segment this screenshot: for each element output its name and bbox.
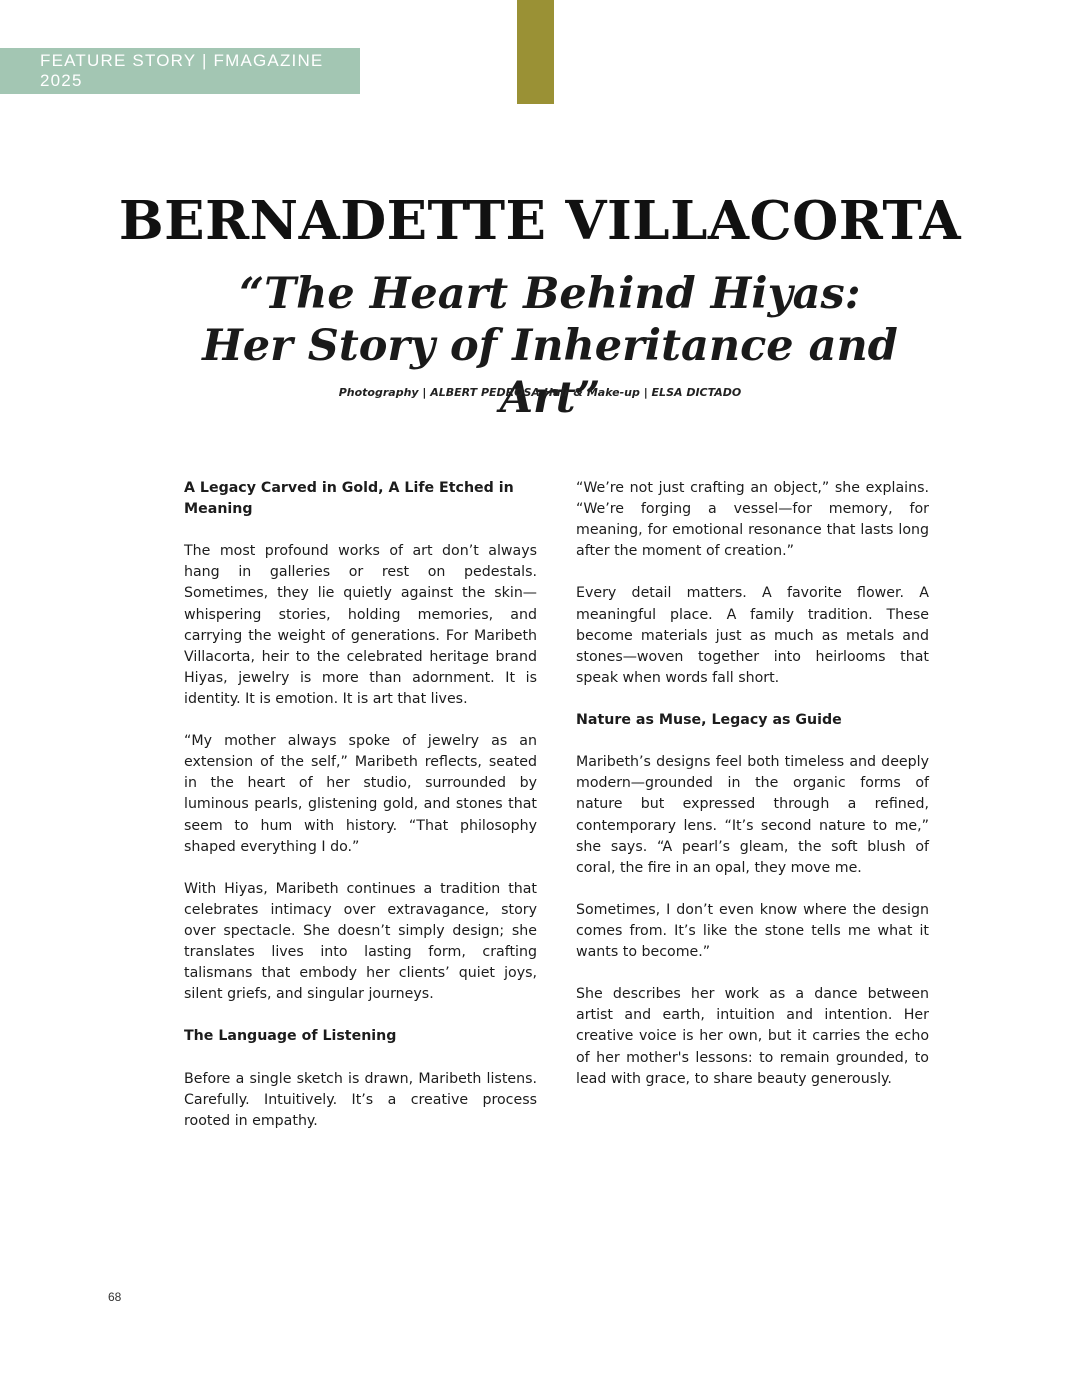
paragraph: She describes her work as a dance between artist and earth, intuition and intention. Her creative voice is her own, but it carries the echo of her mother's lessons: to remain grounded, to lead with grace, to share beauty generously. [576,986,929,1087]
header-band [0,48,360,94]
section-heading: The Language of Listening [184,1028,397,1045]
gold-accent-bar [517,0,554,104]
paragraph: Maribeth’s designs feel both timeless and deeply modern—grounded in the organic forms of nature but expressed through a refined, contemporary lens. “It’s second nature to me,” she says. “A pearl’s gleam, the soft blush of coral, the fire in an opal, they move me. [576,754,929,876]
right-column [576,478,929,1111]
section-heading: Nature as Muse, Legacy as Guide [576,712,842,729]
article-subtitle: “The Heart Behind Hiyas: Her Story of Inheritance and Art” [202,269,898,423]
paragraph: Sometimes, I don’t even know where the design comes from. It’s like the stone tells me what it wants to become.” [576,901,929,961]
paragraph: Before a single sketch is drawn, Maribeth listens. Carefully. Intuitively. It’s a creative process rooted in empathy. [184,1070,537,1129]
header-label: FEATURE STORY | FMAGAZINE 2025 [40,51,324,90]
page-title: BERNADETTE VILLACORTA [118,190,962,252]
paragraph: “We’re not just crafting an object,” she explains. “We’re forging a vessel—for memory, for meaning, for emotional resonance that lasts long after the moment of creation.” [576,480,929,560]
left-column [184,478,537,1153]
section-heading: A Legacy Carved in Gold, A Life Etched in Meaning [184,480,514,518]
paragraph: “My mother always spoke of jewelry as an extension of the self,” Maribeth reflects, seated in the heart of her studio, surrounded by luminous pearls, glistening gold, and stones that seem to hum with history. “That philosophy shaped everything I do.” [184,733,537,855]
paragraph: Every detail matters. A favorite flower. A meaningful place. A family tradition. These become materials just as much as metals and stones—woven together into heirlooms that speak when words fall short. [576,585,929,686]
photo-credits: Photography | ALBERT PEDROSA Hair & Make-up | ELSA DICTADO [338,386,742,399]
page-number: 68 [108,1290,122,1304]
paragraph: With Hiyas, Maribeth continues a tradition that celebrates intimacy over extravagance, story over spectacle. She doesn’t simply design; she translates lives into lasting form, crafting talismans that embody her clients’ quiet joys, silent griefs, and singular journeys. [184,880,537,1003]
paragraph: The most profound works of art don’t always hang in galleries or rest on pedestals. Sometimes, they lie quietly against the skin—whispering stories, holding memories, and carrying the weight of generations. For Maribeth Villacorta, heir to the celebrated heritage brand Hiyas, jewelry is more than adornment. It is identity. It is emotion. It is art that lives. [184,543,537,707]
